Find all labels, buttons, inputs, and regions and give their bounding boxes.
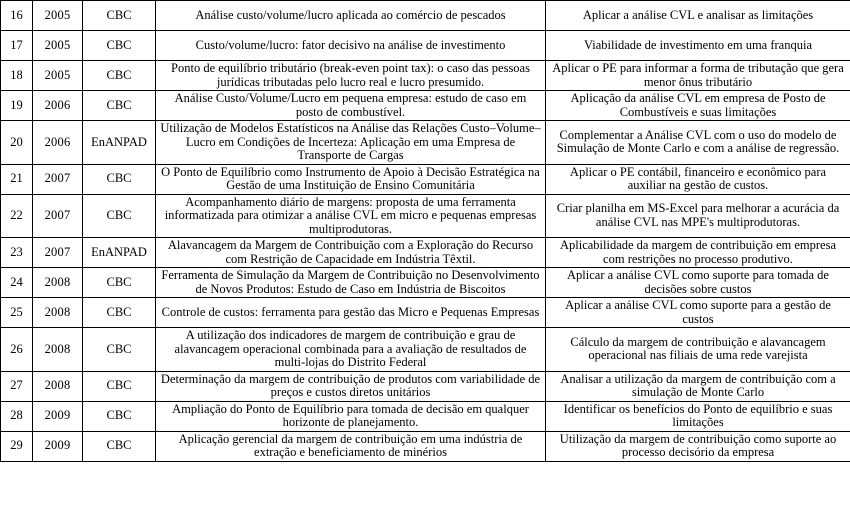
- venue-cell: CBC: [83, 91, 156, 121]
- table-row: [1, 1, 850, 31]
- title-cell: Utilização de Modelos Estatísticos na Análise das Relações Custo–Volume–Lucro em Condições de Incerteza: Aplicação em uma Empresa de Transporte de Cargas: [156, 121, 546, 165]
- year-cell: 2008: [33, 268, 83, 298]
- objective-cell: Viabilidade de investimento em uma franquia: [546, 31, 850, 61]
- venue-cell: CBC: [83, 268, 156, 298]
- title-cell: Determinação da margem de contribuição de produtos com variabilidade de preços e custos diretos unitários: [156, 371, 546, 401]
- venue-cell: EnANPAD: [83, 238, 156, 268]
- venue-cell: CBC: [83, 401, 156, 431]
- title-cell: Ferramenta de Simulação da Margem de Contribuição no Desenvolvimento de Novos Produtos: Estudo de Caso em Indústria de Biscoitos: [156, 268, 546, 298]
- title-cell: O Ponto de Equilíbrio como Instrumento de Apoio à Decisão Estratégica na Gestão de uma Instituição de Ensino Comunitária: [156, 164, 546, 194]
- objective-cell: Aplicação da análise CVL em empresa de Posto de Combustíveis e suas limitações: [546, 91, 850, 121]
- objective-cell: Criar planilha em MS-Excel para melhorar a acurácia da análise CVL nas MPE's multiprodutoras.: [546, 194, 850, 238]
- venue-cell: EnANPAD: [83, 121, 156, 165]
- year-cell: 2008: [33, 328, 83, 372]
- table-row: [1, 91, 850, 121]
- row-number-cell: 25: [1, 298, 33, 328]
- table-row: [1, 31, 850, 61]
- venue-cell: CBC: [83, 328, 156, 372]
- objective-cell: Aplicar o PE para informar a forma de tributação que gera menor ônus tributário: [546, 61, 850, 91]
- year-cell: 2009: [33, 401, 83, 431]
- venue-cell: CBC: [83, 298, 156, 328]
- row-number-cell: 20: [1, 121, 33, 165]
- row-number-cell: 16: [1, 1, 33, 31]
- year-cell: 2005: [33, 31, 83, 61]
- title-cell: Alavancagem da Margem de Contribuição com a Exploração do Recurso com Restrição de Capacidade em Indústria Têxtil.: [156, 238, 546, 268]
- title-cell: Ponto de equilíbrio tributário (break-even point tax): o caso das pessoas jurídicas tributadas pelo lucro real e lucro presumido.: [156, 61, 546, 91]
- venue-cell: CBC: [83, 431, 156, 461]
- table-body: [1, 1, 850, 462]
- objective-cell: Cálculo da margem de contribuição e alavancagem operacional nas filiais de uma rede varejista: [546, 328, 850, 372]
- objective-cell: Complementar a Análise CVL com o uso do modelo de Simulação de Monte Carlo e com a análise de regressão.: [546, 121, 850, 165]
- row-number-cell: 26: [1, 328, 33, 372]
- year-cell: 2005: [33, 61, 83, 91]
- row-number-cell: 29: [1, 431, 33, 461]
- venue-cell: CBC: [83, 31, 156, 61]
- table-row: [1, 328, 850, 372]
- row-number-cell: 17: [1, 31, 33, 61]
- table-row: [1, 121, 850, 165]
- year-cell: 2007: [33, 238, 83, 268]
- year-cell: 2006: [33, 121, 83, 165]
- title-cell: Aplicação gerencial da margem de contribuição em uma indústria de extração e beneficiamento de minérios: [156, 431, 546, 461]
- table-row: [1, 268, 850, 298]
- title-cell: Análise custo/volume/lucro aplicada ao comércio de pescados: [156, 1, 546, 31]
- table-row: [1, 431, 850, 461]
- row-number-cell: 28: [1, 401, 33, 431]
- title-cell: Análise Custo/Volume/Lucro em pequena empresa: estudo de caso em posto de combustível.: [156, 91, 546, 121]
- venue-cell: CBC: [83, 61, 156, 91]
- table-row: [1, 371, 850, 401]
- year-cell: 2008: [33, 371, 83, 401]
- row-number-cell: 27: [1, 371, 33, 401]
- title-cell: Acompanhamento diário de margens: proposta de uma ferramenta informatizada para otimizar a análise CVL em micro e pequenas empresas multiprodutoras.: [156, 194, 546, 238]
- title-cell: Controle de custos: ferramenta para gestão das Micro e Pequenas Empresas: [156, 298, 546, 328]
- title-cell: Ampliação do Ponto de Equilíbrio para tomada de decisão em qualquer horizonte de planejamento.: [156, 401, 546, 431]
- objective-cell: Aplicabilidade da margem de contribuição em empresa com restrições no processo produtivo.: [546, 238, 850, 268]
- venue-cell: CBC: [83, 164, 156, 194]
- row-number-cell: 21: [1, 164, 33, 194]
- table-row: [1, 401, 850, 431]
- table-row: [1, 238, 850, 268]
- year-cell: 2008: [33, 298, 83, 328]
- title-cell: A utilização dos indicadores de margem de contribuição e grau de alavancagem operacional combinada para a avaliação de resultados de multi-lojas do Distrito Federal: [156, 328, 546, 372]
- year-cell: 2005: [33, 1, 83, 31]
- objective-cell: Identificar os benefícios do Ponto de equilíbrio e suas limitações: [546, 401, 850, 431]
- table-row: [1, 164, 850, 194]
- year-cell: 2006: [33, 91, 83, 121]
- table-row: [1, 298, 850, 328]
- year-cell: 2007: [33, 164, 83, 194]
- row-number-cell: 19: [1, 91, 33, 121]
- objective-cell: Aplicar o PE contábil, financeiro e econômico para auxiliar na gestão de custos.: [546, 164, 850, 194]
- objective-cell: Aplicar a análise CVL e analisar as limitações: [546, 1, 850, 31]
- venue-cell: CBC: [83, 1, 156, 31]
- objective-cell: Aplicar a análise CVL como suporte para a gestão de custos: [546, 298, 850, 328]
- objective-cell: Utilização da margem de contribuição como suporte ao processo decisório da empresa: [546, 431, 850, 461]
- title-cell: Custo/volume/lucro: fator decisivo na análise de investimento: [156, 31, 546, 61]
- table-row: [1, 194, 850, 238]
- row-number-cell: 23: [1, 238, 33, 268]
- row-number-cell: 18: [1, 61, 33, 91]
- table-row: [1, 61, 850, 91]
- objective-cell: Aplicar a análise CVL como suporte para tomada de decisões sobre custos: [546, 268, 850, 298]
- venue-cell: CBC: [83, 194, 156, 238]
- row-number-cell: 24: [1, 268, 33, 298]
- objective-cell: Analisar a utilização da margem de contribuição com a simulação de Monte Carlo: [546, 371, 850, 401]
- year-cell: 2009: [33, 431, 83, 461]
- year-cell: 2007: [33, 194, 83, 238]
- venue-cell: CBC: [83, 371, 156, 401]
- row-number-cell: 22: [1, 194, 33, 238]
